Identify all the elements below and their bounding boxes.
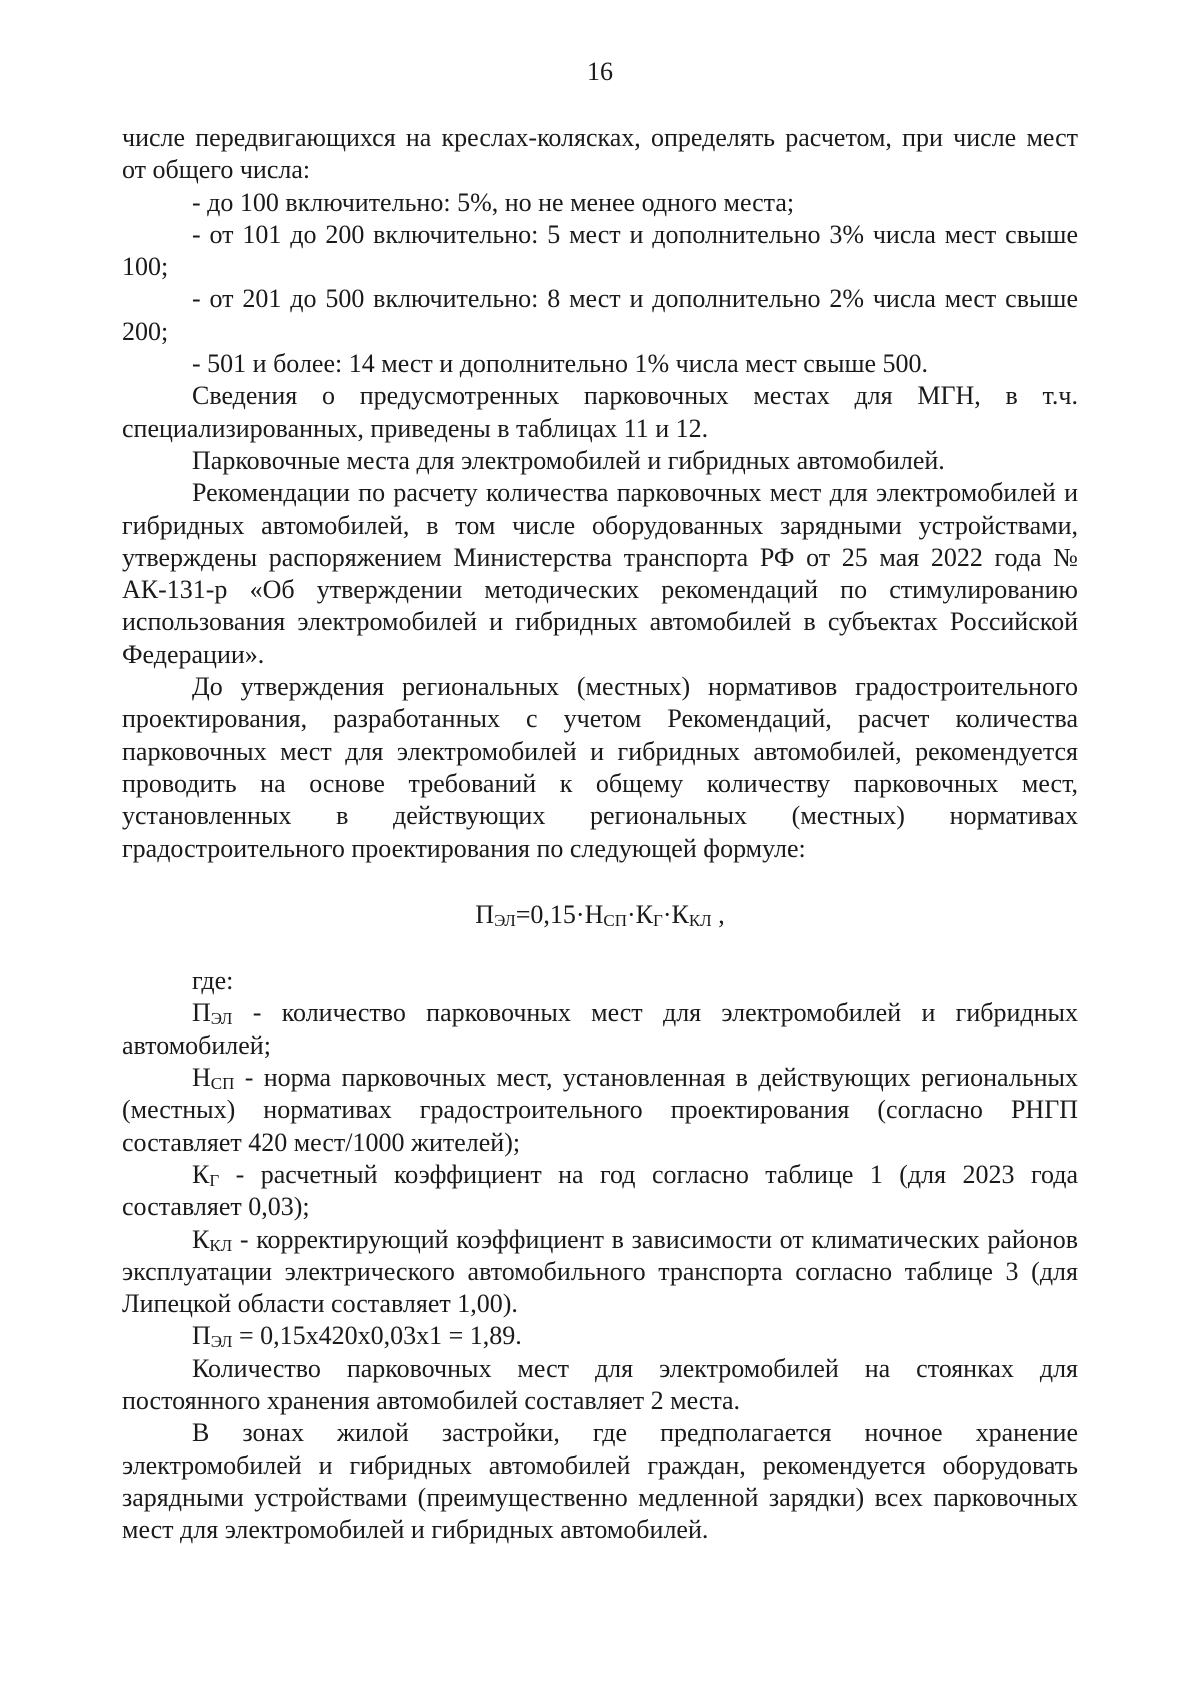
formula-text: =0,15· xyxy=(515,899,585,929)
document-body xyxy=(122,122,1078,1546)
definition-symbol: Н xyxy=(192,1063,211,1093)
definition-subscript: СП xyxy=(210,1074,235,1094)
calculation-symbol: П xyxy=(192,1321,211,1351)
formula-subscript: КЛ xyxy=(688,910,712,930)
calculation xyxy=(122,1320,1078,1352)
list-item: - до 100 включительно: 5%, но не менее одного места; xyxy=(192,187,795,217)
definition-symbol: П xyxy=(192,998,211,1028)
definition-text: - количество парковочных мест для электромобилей и гибридных автомобилей; xyxy=(122,998,1078,1060)
definition-subscript: КЛ xyxy=(209,1235,233,1255)
paragraph: До утверждения региональных (местных) нормативов градостроительного проектирования, разработанных с учетом Рекомендаций, расчет количества парковочных мест для электромобилей и гибридных автомобилей, рекомендуется проводить на основе требований к общему количеству парковочных мест, установленных в действующих региональных (местных) нормативах градостроительного проектирования по следующей формуле: xyxy=(122,672,1078,863)
page-number: 16 xyxy=(587,57,613,86)
formula-symbol: П xyxy=(475,899,495,929)
formula-text: · xyxy=(662,899,672,929)
paragraph: Сведения о предусмотренных парковочных местах для МГН, в т.ч. специализированных, приведены в таблицах 11 и 12. xyxy=(122,381,1078,443)
formula-subscript: ЭЛ xyxy=(494,910,516,930)
definition-item xyxy=(122,997,1078,1062)
definition-subscript: ЭЛ xyxy=(210,1009,233,1029)
definition-text: - расчетный коэффициент на год согласно таблице 1 (для 2023 года составляет 0,03); xyxy=(122,1159,1078,1222)
definition-text: - норма парковочных мест, установленная в действующих региональных (местных) нормативах градостроительного проектирования (согласно РНГП составляет 420 мест/1000 жителей); xyxy=(122,1063,1078,1157)
definition-item xyxy=(122,1159,1078,1224)
section-heading: Парковочные места для электромобилей и гибридных автомобилей. xyxy=(192,445,945,475)
definition-symbol: К xyxy=(192,1159,210,1189)
list-item: - от 101 до 200 включительно: 5 мест и дополнительно 3% числа мест свыше 100; xyxy=(122,219,1078,282)
formula-symbol: К xyxy=(635,899,653,929)
paragraph: Количество парковочных мест для электромобилей на стоянках для постоянного хранения автомобилей составляет 2 места. xyxy=(122,1353,1078,1415)
definition-symbol: К xyxy=(192,1224,210,1254)
where-label: где: xyxy=(192,966,234,996)
definition-text: - корректирующий коэффициент в зависимости от климатических районов эксплуатации электрического автомобильного транспорта согласно таблице 3 (для Липецкой области составляет 1,00). xyxy=(122,1224,1078,1319)
calculation-subscript: ЭЛ xyxy=(210,1332,233,1352)
definition-item xyxy=(122,1062,1078,1159)
formula-symbol: К xyxy=(671,899,689,929)
formula-text: , xyxy=(711,899,725,929)
formula-symbol: Н xyxy=(584,899,604,929)
calculation-text: = 0,15х420х0,03х1 = 1,89. xyxy=(232,1321,522,1351)
formula-subscript: Г xyxy=(653,910,663,930)
paragraph: В зонах жилой застройки, где предполагается ночное хранение электромобилей и гибридных автомобилей граждан, рекомендуется оборудовать зарядными устройствами (преимущественно медленной зарядки) всех парковочных мест для электромобилей и гибридных автомобилей. xyxy=(122,1418,1078,1545)
paragraph: числе передвигающихся на креслах-колясках, определять расчетом, при числе мест от общего числа: xyxy=(122,123,1078,185)
list-item: - 501 и более: 14 мест и дополнительно 1% числа мест свыше 500. xyxy=(192,349,929,379)
formula xyxy=(122,899,1078,931)
formula-subscript: СП xyxy=(603,910,627,930)
formula-text: · xyxy=(626,899,636,929)
definition-subscript: Г xyxy=(209,1170,220,1190)
paragraph: Рекомендации по расчету количества парковочных мест для электромобилей и гибридных автомобилей, в том числе оборудованных зарядными устройствами, утверждены распоряжением Министерства транспорта РФ от 25 мая 2022 года № АК-131-р «Об утверждении методических рекомендаций по стимулированию использования электромобилей и гибридных автомобилей в субъектах Российской Федерации». xyxy=(122,478,1078,669)
list-item: - от 201 до 500 включительно: 8 мест и дополнительно 2% числа мест свыше 200; xyxy=(122,284,1078,346)
definition-item xyxy=(122,1224,1078,1321)
